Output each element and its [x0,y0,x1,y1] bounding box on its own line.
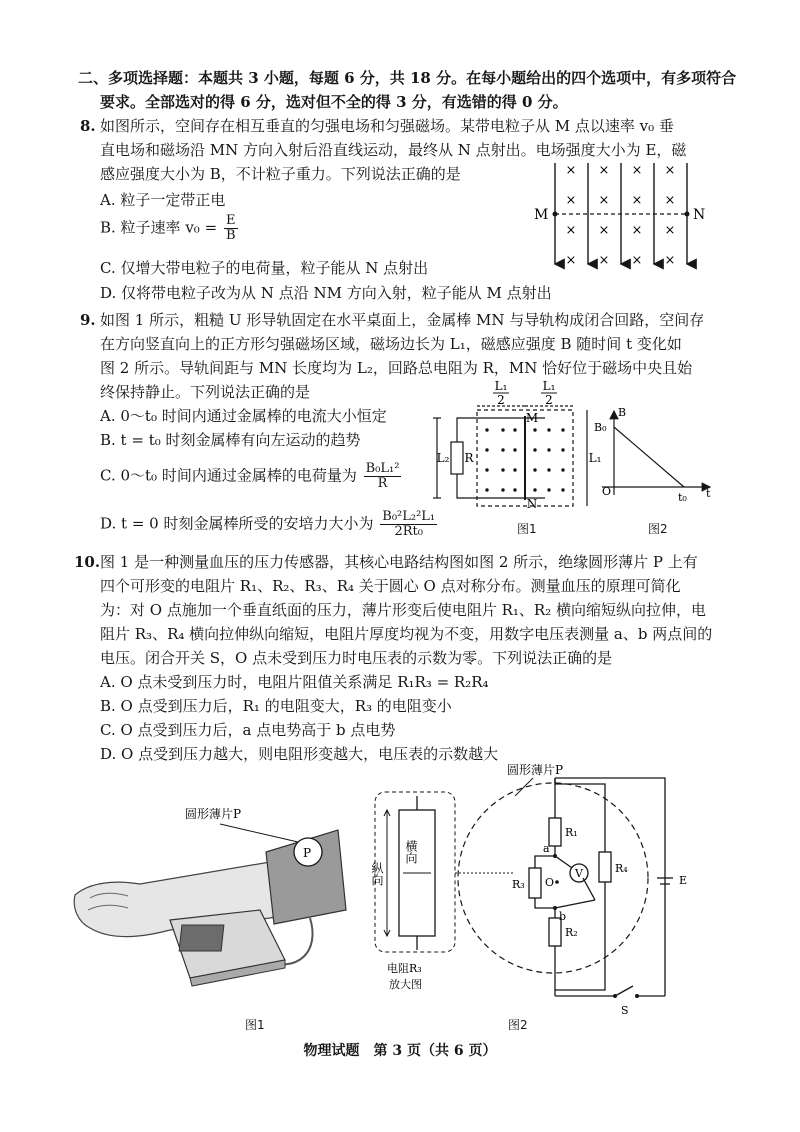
q9-fig1-r: R [464,451,474,465]
q10-fig2-b: b [559,910,567,923]
q10-fig2-r2: R₂ [565,926,578,939]
q9-option-d-text: D. t = 0 时刻金属棒所受的安培力大小为 [100,514,374,533]
q9-stem-1: 如图 1 所示，粗糙 U 形导轨固定在水平桌面上，金属棒 MN 与导轨构成闭合回路，空间存 [100,311,705,329]
q9-stem-4: 终保持静止。下列说法正确的是 [100,383,311,401]
q9-fig1-l1-half-right: L₁ [542,379,556,393]
q8-option-b-fraction [224,214,238,243]
q9-option-a: A. 0～t₀ 时间内通过金属棒的电流大小恒定 [100,407,387,425]
q9-d-numerator: B₀²L₂²L₁ [382,509,436,524]
q10-option-c: C. O 点受到压力后，a 点电势高于 b 点电势 [100,721,396,739]
q9-d-denominator: 2Rt₀ [394,524,423,539]
q10-stem-1: 图 1 是一种测量血压的压力传感器，其核心电路结构图如图 2 所示，绝缘圆形薄片 P 上有 [100,553,698,571]
q9-fig2-t0: t₀ [678,491,687,504]
svg-text:×: × [565,223,577,238]
q8-stem-2: 直电场和磁场沿 MN 方向入射后沿直线运动，最终从 N 点射出。电场强度大小为 E，磁 [100,141,687,159]
svg-text:×: × [631,223,643,238]
svg-text:×: × [631,253,643,268]
q10-fig2-zong: 纵向 [370,862,384,886]
q10-fig1-caption: 图1 [245,1018,265,1032]
q9-option-c-text: C. 0～t₀ 时间内通过金属棒的电荷量为 [100,466,357,485]
q10-fig2-r3: R₃ [512,878,525,891]
svg-text:×: × [598,253,610,268]
q8-option-d: D. 仅将带电粒子改为从 N 点沿 NM 方向入射，粒子能从 M 点射出 [100,284,552,302]
q10-fig2-heng: 横向 [404,840,418,864]
q8-label-n: N [693,207,706,223]
q10-fig2-a: a [543,842,550,855]
q10-fig2-caption: 图2 [508,1018,528,1032]
q8-number: 8. [80,117,96,135]
q9-fig1-caption: 图1 [517,522,537,536]
q10-stem-5: 电压。闭合开关 S，O 点未受到压力时电压表的示数为零。下列说法正确的是 [100,649,613,667]
q9-figure-2 [592,405,717,515]
svg-text:×: × [598,223,610,238]
section-header-line2: 要求。全部选对的得 6 分，选对但不全的得 3 分，有选错的得 0 分。 [100,93,568,111]
q9-fig2-origin: O [602,485,612,498]
q9-fig1-n: N [526,497,538,511]
q9-stem-3: 图 2 所示。导轨间距与 MN 长度均为 L₂，回路总电阻为 R，MN 恰好位于磁场中央且始 [100,359,693,377]
q9-figure-1 [425,380,600,520]
q10-fig1-label: 圆形薄片P [185,807,242,821]
q9-fig2-b-axis: B [618,406,627,419]
svg-text:×: × [565,163,577,178]
svg-text:×: × [664,223,676,238]
q9-fig2-caption: 图2 [648,522,668,536]
q8-option-a: A. 粒子一定带正电 [100,191,226,209]
q10-figure-1-bp-monitor [70,800,350,1010]
q9-fig1-l2: L₂ [436,451,450,465]
svg-text:×: × [664,193,676,208]
q10-fig2-mag-label-2: 放大图 [389,978,422,991]
page-footer: 物理试题 第 3 页（共 6 页） [303,1043,497,1059]
q10-fig2-e: E [679,874,688,887]
q10-fig2-v: V [575,867,583,880]
q9-fig1-m: M [525,411,539,425]
q9-c-denominator: R [377,476,388,491]
q10-fig2-s: S [621,1004,629,1017]
svg-text:×: × [565,253,577,268]
q8-option-b [100,214,240,243]
q10-option-d: D. O 点受到压力越大，则电阻形变越大，电压表的示数越大 [100,745,499,763]
q8-b-numerator: E [224,214,238,229]
q8-option-b-text: B. 粒子速率 v₀ = [100,218,218,237]
q10-figure-2-circuit [365,760,725,1030]
q8-option-c: C. 仅增大带电粒子的电荷量，粒子能从 N 点射出 [100,259,429,277]
q10-fig2-r1: R₁ [565,826,578,839]
q8-field-diagram [530,158,710,273]
q9-option-c [100,462,403,491]
svg-text:×: × [664,253,676,268]
q10-number: 10. [74,553,101,571]
svg-text:×: × [664,163,676,178]
q8-label-m: M [534,207,549,223]
q8-stem-1: 如图所示，空间存在相互垂直的匀强电场和匀强磁场。某带电粒子从 M 点以速率 v₀ 垂 [100,117,674,135]
q9-fig2-t-axis: t [706,487,711,500]
svg-text:×: × [565,193,577,208]
q9-stem-2: 在方向竖直向上的正方形匀强磁场区域，磁场边长为 L₁，磁感应强度 B 随时间 t 变化如 [100,335,682,353]
svg-text:2: 2 [545,393,553,407]
q10-option-a: A. O 点未受到压力时，电阻片阻值关系满足 R₁R₃ = R₂R₄ [100,673,489,691]
q9-option-b: B. t = t₀ 时刻金属棒有向左运动的趋势 [100,431,361,449]
q9-option-d [100,510,439,539]
svg-text:×: × [631,163,643,178]
section-header-line1: 二、多项选择题：本题共 3 小题，每题 6 分，共 18 分。在每小题给出的四个选项中，有多项符合 [78,69,737,87]
q10-fig2-mag-label-1: 电阻R₃ [387,962,422,975]
svg-text:2: 2 [497,393,505,407]
q10-option-b: B. O 点受到压力后，R₁ 的电阻变大，R₃ 的电阻变小 [100,697,452,715]
q9-c-numerator: B₀L₁² [365,461,400,476]
q9-number: 9. [80,311,96,329]
q10-fig1-p: P [303,846,312,860]
svg-text:×: × [631,193,643,208]
q10-stem-4: 阻片 R₃、R₄ 横向拉伸纵向缩短，电阻片厚度均视为不变，用数字电压表测量 a、b 两点间的 [100,625,713,643]
q8-stem-3: 感应强度大小为 B，不计粒子重力。下列说法正确的是 [100,165,461,183]
svg-text:×: × [598,163,610,178]
q10-fig2-o: O [545,876,555,889]
svg-text:×: × [598,193,610,208]
q8-b-denominator: B [225,228,236,243]
q9-option-c-fraction [364,462,402,491]
q9-fig1-l1-half-left: L₁ [494,379,508,393]
q9-fig1-l1: L₁ [588,451,602,465]
q10-fig2-r4: R₄ [615,862,628,875]
q9-fig2-b0: B₀ [594,421,607,434]
q10-fig2-top-label: 圆形薄片P [507,763,564,777]
q10-stem-2: 四个可形变的电阻片 R₁、R₂、R₃、R₄ 关于圆心 O 点对称分布。测量血压的原理可简化 [100,577,681,595]
q10-stem-3: 为：对 O 点施加一个垂直纸面的压力，薄片形变后使电阻片 R₁、R₂ 横向缩短纵向拉伸，电 [100,601,706,619]
